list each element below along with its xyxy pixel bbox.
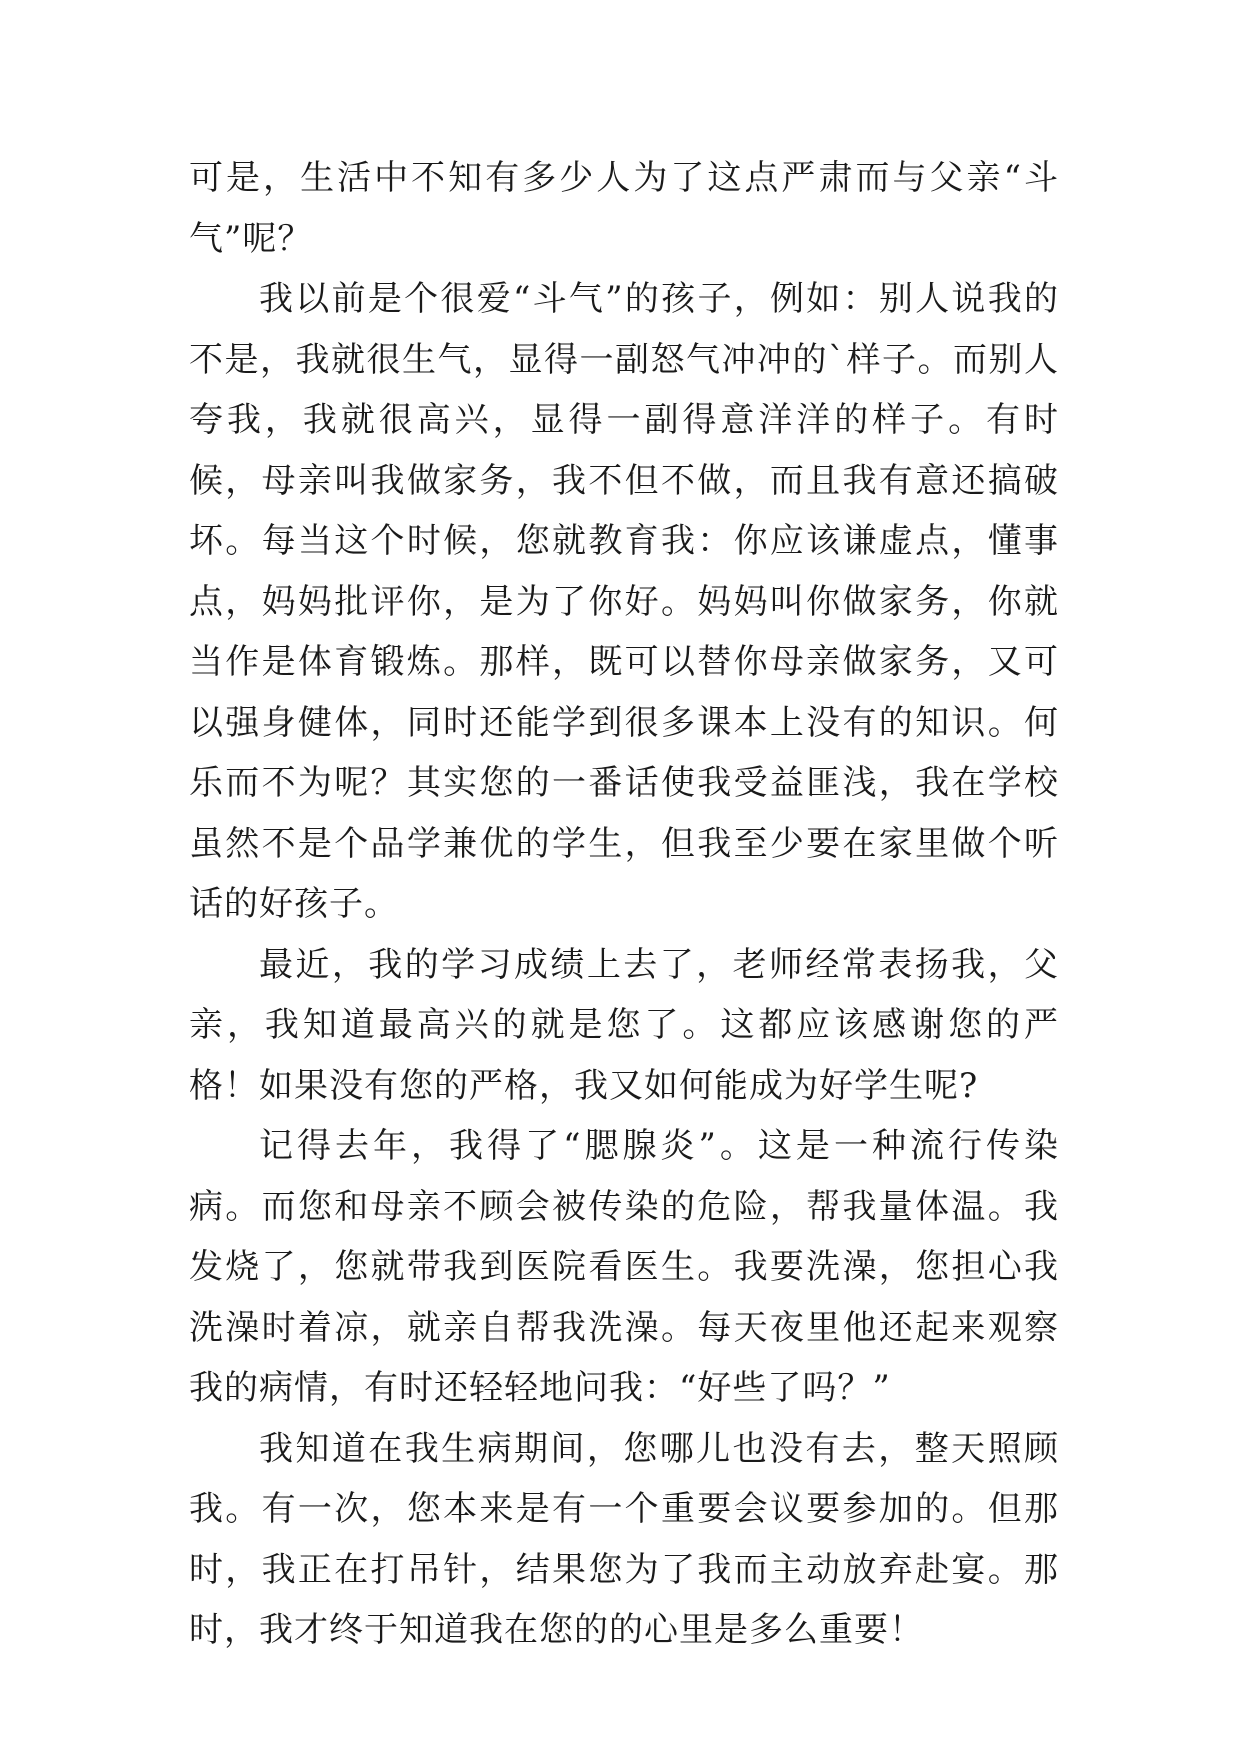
- paragraph-1: 可是，生活中不知有多少人为了这点严肃而与父亲“斗气”呢？: [189, 158, 1059, 259]
- document-body: [189, 148, 1059, 1661]
- paragraph-3: 最近，我的学习成绩上去了，老师经常表扬我，父亲，我知道最高兴的就是您了。这都应该感谢您的严格！如果没有您的严格，我又如何能成为好学生呢?: [189, 944, 1059, 1106]
- paragraph-2: 我以前是个很爱“斗气”的孩子，例如：别人说我的不是，我就很生气，显得一副怒气冲冲的`样子。而别人夸我，我就很高兴，显得一副得意洋洋的样子。有时候，母亲叫我做家务，我不但不做，而且我有意还搞破坏。每当这个时候，您就教育我：你应该谦虚点，懂事点，妈妈批评你，是为了你好。妈妈叫你做家务，你就当作是体育锻炼。那样，既可以替你母亲做家务，又可以强身健体，同时还能学到很多课本上没有的知识。何乐而不为呢？其实您的一番话使我受益匪浅，我在学校虽然不是个品学兼优的学生，但我至少要在家里做个听话的好孩子。: [189, 279, 1059, 924]
- paragraph-5: 我知道在我生病期间，您哪儿也没有去，整天照顾我。有一次，您本来是有一个重要会议要参加的。但那时，我正在打吊针，结果您为了我而主动放弃赴宴。那时，我才终于知道我在您的的心里是多么重要！: [189, 1428, 1059, 1650]
- paragraph-4: 记得去年，我得了“腮腺炎”。这是一种流行传染病。而您和母亲不顾会被传染的危险，帮我量体温。我发烧了，您就带我到医院看医生。我要洗澡，您担心我洗澡时着凉，就亲自帮我洗澡。每天夜里他还起来观察我的病情，有时还轻轻地问我：“好些了吗？”: [189, 1126, 1059, 1408]
